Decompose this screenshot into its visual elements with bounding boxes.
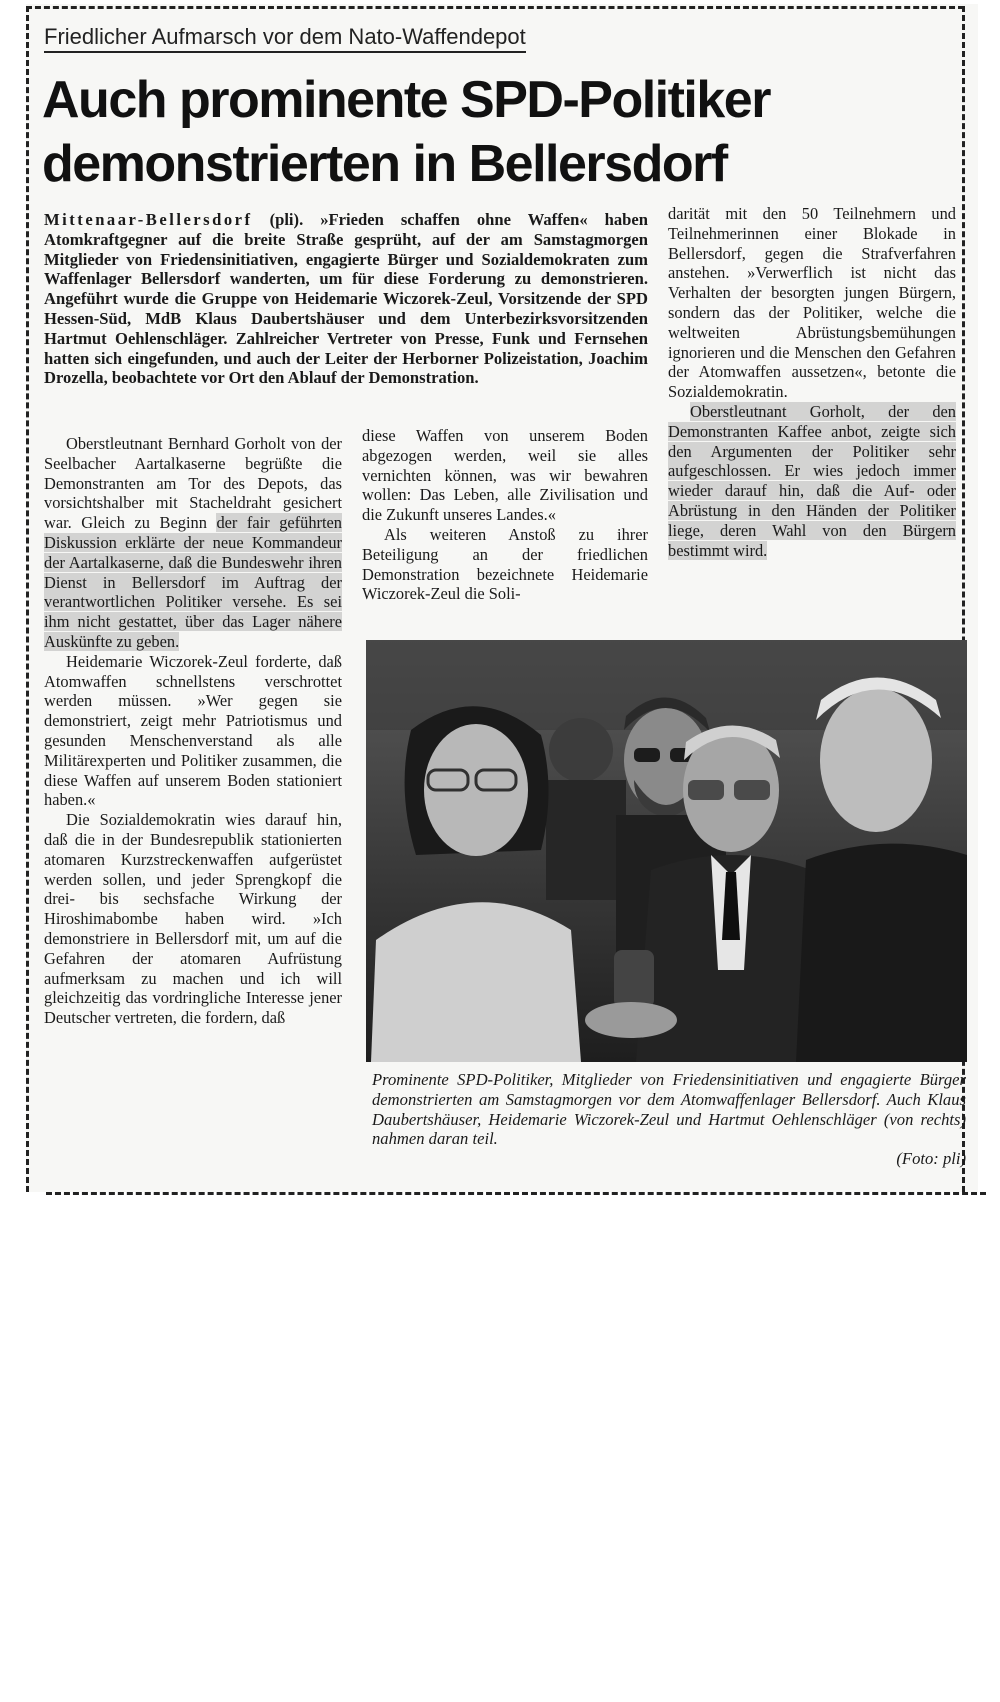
highlighted-passage: der fair geführten Diskussion erklärte der neue Kommandeur der Aartalkaserne, daß die Bundeswehr ihren Dienst in Bellersdorf im Auftrag der verantwortlichen Politiker versehe. Es sei ihm nicht gestattet, über das Lager nähere Auskünfte zu geben.	[44, 513, 342, 651]
photo-caption	[372, 1070, 966, 1169]
news-photo-illustration	[366, 640, 967, 1062]
cut-line-bottom	[46, 1192, 986, 1195]
photo-caption-text: Prominente SPD-Politiker, Mitglieder von Friedensinitiativen und engagierte Bürger demonstrierten am Samstagmorgen vor dem Atomwaffenlager Bellersdorf. Auch Klaus Daubertshäuser, Heidemarie Wiczorek-Zeul und Hartmut Oehlenschläger (von rechts) nahmen daran teil.	[372, 1070, 966, 1149]
headline-line-2: demonstrierten in Bellersdorf	[42, 135, 727, 193]
highlighted-passage-2: Oberstleutnant Gorholt, der den Demonstranten Kaffee anbot, zeigte sich den Argumenten der Politiker sehr aufgeschlossen. Er wies jedoch immer wieder darauf hin, daß die Auf- oder Abrüstung in den Händen der Politiker liege, deren Wahl von den Bürgern bestimmt wird.	[668, 401, 956, 560]
kicker-line: Friedlicher Aufmarsch vor dem Nato-Waffendepot	[44, 24, 526, 53]
column-1-paragraph-1-text: Oberstleutnant Bernhard Gorholt von der Seelbacher Aartalkaserne begrüßte die Demonstranten am Tor des Depots, das vorsichtshalber mit Stacheldraht gesichert war. Gleich zu Beginn	[44, 434, 342, 533]
headline	[42, 68, 942, 196]
lead-place: Mittenaar-Bellersdorf	[44, 210, 253, 229]
cut-line-left	[26, 6, 29, 1192]
cut-line-top	[26, 6, 964, 9]
column-2-paragraph-2: Als weiteren Anstoß zu ihrer Beteiligung an der friedlichen Demonstration bezeichnete Heidemarie Wiczorek-Zeul die Soli-	[362, 524, 648, 604]
lead-text: (pli). »Frieden schaffen ohne Waffen« haben Atomkraftgegner auf die breite Straße gesprüht, auf der am Samstagmorgen Mitglieder von Friedensinitiativen, engagierte Bürger und Sozialdemokraten zum Waffenlager Bellersdorf wanderten, um für diese Forderung zu demonstrieren. Angeführt wurde die Gruppe von Heidemarie Wiczorek-Zeul, Vorsitzende der SPD Hessen-Süd, MdB Klaus Daubertshäuser und dem Unterbezirksvorsitzenden Hartmut Oehlenschläger. Zahlreicher Vertreter von Presse, Funk und Fernsehen hatten sich eingefunden, und auch der Leiter der Herborner Polizeistation, Joachim Drozella, beobachtete vor Ort den Ablauf der Demonstration.	[44, 210, 648, 388]
column-3-paragraph-2	[668, 402, 956, 560]
column-1-paragraph-1	[44, 434, 342, 652]
news-photo	[366, 640, 967, 1062]
column-1-paragraph-3: Die Sozialdemokratin wies darauf hin, daß die in der Bundesrepublik stationierten atomaren Kurzstreckenwaffen aufgerüstet werden sollen, und jeder Sprengkopf die drei- bis sechsfache Wirkung der Hiroshimabombe haben wird. »Ich demonstriere in Bellersdorf mit, um auf die Gefahren der atomaren Aufrüstung aufmerksam zu machen und ich will gleichzeitig das vordringliche Interesse jener Deutscher vertreten, die fordern, daß	[44, 810, 342, 1028]
headline-line-1: Auch prominente SPD-Politiker	[42, 71, 770, 129]
column-2-paragraph-1: diese Waffen von unserem Boden abgezogen werden, weil sie alles vernichten können, was wir bewahren wollen: Das Leben, alle Zivilisation und die Zukunft unseres Landes.«	[362, 426, 648, 525]
lead-paragraph	[44, 210, 648, 388]
photo-credit: (Foto: pli)	[896, 1149, 966, 1169]
column-2	[362, 426, 648, 604]
column-1-paragraph-2: Heidemarie Wiczorek-Zeul forderte, daß Atomwaffen schnellstens verschrottet werden müssen. »Wer gegen sie demonstriert, zeigt mehr Patriotismus und gesunden Menschenverstand als alle Militärexperten und Politiker zusammen, die diese Waffen auf unserem Boden stationiert haben.«	[44, 651, 342, 810]
column-3	[668, 204, 956, 560]
column-3-paragraph-1: darität mit den 50 Teilnehmern und Teilnehmerinnen einer Blokade in Bellersdorf, gegen die Strafverfahren anstehen. »Verwerflich ist nicht das Verhalten der besorgten jungen Bürgern, sondern das der Politiker, welche die weltweiten Abrüstungsbemühungen ignorieren und die Menschen den Gefahren der Atomwaffen aussetzen«, betonte die Sozialdemokratin.	[668, 204, 956, 402]
column-1	[44, 434, 342, 1028]
